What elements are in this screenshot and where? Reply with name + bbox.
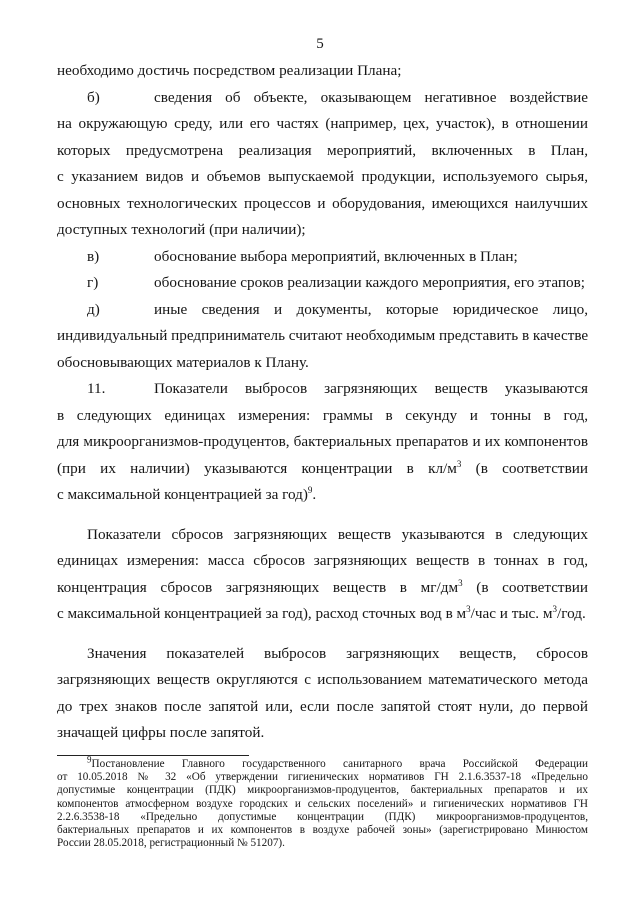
list-marker: д) bbox=[87, 300, 100, 318]
text-line bbox=[57, 575, 588, 602]
superscript: 3 bbox=[456, 458, 462, 469]
text-segment: сведения об объекте, оказывающем негативное воздействие bbox=[154, 88, 588, 106]
footnote-line: от 10.05.2018 № 32 «Об утверждении гигиенических нормативов ГН 2.1.6.3537-18 «Предельно bbox=[57, 771, 588, 784]
text-line: для микроорганизмов-продуцентов, бактериальных препаратов и их компонентов bbox=[57, 433, 588, 450]
text-segment: (при их наличии) указываются концентрации в кл/м bbox=[57, 459, 457, 477]
footnote-ref: 9 bbox=[307, 484, 313, 495]
list-marker: б) bbox=[87, 88, 100, 106]
body-text bbox=[57, 58, 588, 747]
text-segment: (в соответствии bbox=[462, 578, 588, 596]
text-segment: с максимальной концентрацией за год), расход сточных вод в м bbox=[57, 605, 467, 622]
text-line bbox=[57, 482, 588, 509]
text-segment: /год. bbox=[557, 605, 586, 622]
section-number: 11. bbox=[87, 380, 106, 397]
text-line: основных технологических процессов и оборудования, имеющихся наилучших bbox=[57, 194, 588, 212]
text-line: значащей цифры после запятой. bbox=[57, 724, 265, 741]
text-line: загрязняющих веществ округляются с использованием математического метода bbox=[57, 671, 588, 688]
text-segment: . bbox=[312, 486, 317, 503]
text-line: в следующих единицах измерения: граммы в секунду и тонны в год, bbox=[57, 406, 588, 424]
superscript: 3 bbox=[458, 577, 463, 588]
footnote-line bbox=[57, 754, 588, 771]
text-line bbox=[57, 297, 588, 324]
text-line bbox=[57, 522, 588, 549]
text-line: с указанием видов и объемов выпускаемой продукции, используемого сырья, bbox=[57, 168, 588, 185]
text-line: доступных технологий (при наличии); bbox=[57, 221, 306, 238]
superscript: 3 bbox=[466, 603, 471, 614]
text-segment: /час и тыс. м bbox=[470, 605, 553, 622]
list-marker: в) bbox=[87, 247, 100, 265]
list-marker: г) bbox=[87, 274, 99, 291]
text-line bbox=[57, 456, 588, 483]
text-line bbox=[57, 270, 588, 297]
text-segment: концентрация сбросов загрязняющих веществ в мг/дм bbox=[57, 578, 459, 596]
text-segment: обоснование сроков реализации каждого мероприятия, его этапов; bbox=[154, 274, 586, 291]
text-segment: (в соответствии bbox=[461, 459, 588, 477]
text-line: необходимо достичь посредством реализации Плана; bbox=[57, 62, 402, 79]
text-segment: Показатели сбросов загрязняющих веществ указываются в следующих bbox=[87, 525, 588, 543]
text-segment: Постановление Главного государственного санитарного врача Российской Федерации bbox=[91, 758, 588, 770]
text-line: на окружающую среду, или его частях (например, цех, участок), в отношении bbox=[57, 115, 588, 132]
page-number: 5 bbox=[316, 36, 324, 52]
footnote-line: допустимые концентрации (ПДК) микроорганизмов-продуцентов, бактериальных препаратов и их bbox=[57, 784, 588, 797]
text-line bbox=[57, 244, 588, 271]
text-line: индивидуальный предприниматель считают необходимым представить в качестве bbox=[57, 327, 589, 344]
text-line: обосновывающих материалов к Плану. bbox=[57, 353, 309, 371]
footnote-line: России 28.05.2018, регистрационный № 51207). bbox=[57, 837, 285, 850]
text-line: которых предусмотрена реализация мероприятий, включенных в План, bbox=[57, 141, 588, 159]
footnote-marker: 9 bbox=[87, 754, 92, 765]
text-line: единицах измерения: масса сбросов загрязняющих веществ в тоннах в год, bbox=[57, 552, 588, 569]
text-segment: с максимальной концентрацией за год) bbox=[57, 486, 308, 503]
text-line bbox=[57, 641, 588, 668]
text-segment: Значения показателей выбросов загрязняющих веществ, сбросов bbox=[87, 644, 588, 662]
text-line bbox=[57, 601, 588, 628]
footnote bbox=[57, 754, 588, 850]
text-line bbox=[57, 376, 588, 403]
text-segment: иные сведения и документы, которые юридическое лицо, bbox=[154, 300, 588, 318]
text-line bbox=[57, 85, 588, 112]
text-line: до трех знаков после запятой или, если после запятой стоят нули, до первой bbox=[57, 697, 588, 715]
text-segment: Показатели выбросов загрязняющих веществ указываются bbox=[154, 380, 588, 397]
footnote-line: бактериальных препаратов и их компонентов в воздухе рабочей зоны» (зарегистрировано Минюстом bbox=[57, 823, 588, 836]
text-segment: обоснование выбора мероприятий, включенных в План; bbox=[154, 247, 518, 265]
footnote-separator bbox=[57, 755, 249, 756]
footnote-line: компонентов атмосферном воздухе городских и сельских поселений» и гигиенических нормативов ГН bbox=[57, 797, 588, 810]
superscript: 3 bbox=[552, 603, 558, 614]
footnote-line: 2.2.6.3538-18 «Предельно допустимые концентрации (ПДК) микроорганизмов-продуцентов, bbox=[57, 810, 588, 823]
